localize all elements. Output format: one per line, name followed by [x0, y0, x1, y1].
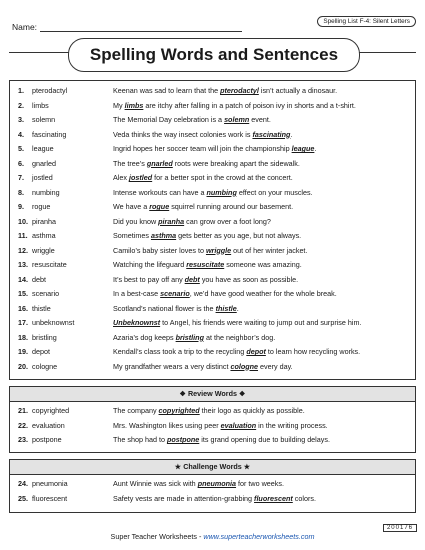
example-sentence [113, 187, 313, 199]
sentence-keyword: evaluation [220, 420, 257, 430]
sentence-end: you have as soon as possible. [199, 274, 299, 284]
main-words-box [9, 80, 416, 380]
spelling-word: fascinating [32, 129, 67, 139]
spelling-word: thistle [32, 303, 51, 313]
word-number: 2. [18, 100, 24, 110]
sentence-keyword: limbs [124, 100, 144, 110]
sentence-start: The Memorial Day celebration is a [113, 115, 225, 124]
sentence-keyword: pneumonia [197, 479, 237, 488]
sentence-keyword: asthma [150, 231, 177, 240]
word-row [10, 230, 415, 242]
word-row [10, 143, 415, 155]
spelling-word: depot [32, 347, 50, 356]
spelling-word: copyrighted [32, 406, 70, 415]
word-number: 16. [18, 303, 28, 313]
sentence-keyword: fascinating [252, 129, 291, 139]
sentence-keyword: thistle [215, 303, 237, 313]
word-row [10, 245, 415, 257]
example-sentence [113, 230, 301, 242]
word-number: 7. [18, 173, 24, 182]
sentence-keyword: debt [184, 274, 200, 284]
sentence-start: Sometimes [113, 231, 151, 240]
example-sentence [113, 493, 316, 505]
word-number: 21. [18, 406, 28, 415]
sentence-start: My [113, 100, 125, 110]
word-row [10, 317, 415, 329]
sentence-end: to Angel, his friends were waiting to jump out and surprise him. [160, 318, 362, 327]
spelling-word: resuscitate [32, 260, 67, 269]
word-row [10, 405, 415, 417]
spelling-word: evaluation [32, 420, 65, 430]
word-number: 20. [18, 361, 28, 371]
example-sentence [113, 274, 298, 286]
word-number: 5. [18, 144, 24, 153]
example-sentence [113, 346, 360, 358]
sentence-keyword: solemn [224, 115, 250, 124]
example-sentence [113, 129, 292, 141]
sentence-start: Aunt Winnie was sick with [113, 479, 198, 488]
sentence-end: in the writing process. [256, 420, 328, 430]
word-number: 17. [18, 318, 28, 327]
sentence-end: gets better as you age, but not always. [176, 231, 302, 240]
word-row [10, 274, 415, 286]
sentence-start: Ingrid hopes her soccer team will join the championship [113, 144, 292, 153]
word-row [10, 259, 415, 271]
page-title: Spelling Words and Sentences [68, 38, 360, 72]
spelling-word: bristling [32, 332, 57, 342]
word-row [10, 420, 415, 432]
word-row [10, 493, 415, 505]
sentence-start: Azaria’s dog keeps [113, 332, 176, 342]
sentence-start: Veda thinks the way insect colonies work is [113, 129, 253, 139]
sentence-start: Kendall’s class took a trip to the recycling [113, 347, 247, 356]
spelling-word: postpone [32, 435, 62, 444]
example-sentence [113, 100, 356, 112]
sentence-end: someone was amazing. [224, 260, 302, 269]
word-number: 25. [18, 494, 28, 503]
spelling-word: solemn [32, 115, 56, 124]
sentence-end: event. [249, 115, 271, 124]
sentence-start: The shop had to [113, 435, 167, 444]
sentence-start: My grandfather wears a very distinct [113, 361, 231, 371]
word-row [10, 114, 415, 126]
word-number: 9. [18, 202, 24, 211]
sentence-end: colors. [292, 494, 316, 503]
sentence-end: its grand opening due to building delays. [199, 435, 330, 444]
spelling-word: asthma [32, 231, 56, 240]
word-row [10, 478, 415, 490]
sentence-keyword: copyrighted [158, 406, 200, 415]
example-sentence [113, 420, 328, 432]
word-row [10, 216, 415, 228]
word-number: 11. [18, 231, 28, 240]
sentence-keyword: bristling [175, 332, 204, 342]
sentence-end: . [236, 303, 239, 313]
example-sentence [113, 114, 271, 126]
word-row [10, 288, 415, 300]
spelling-word: unbeknownst [32, 318, 75, 327]
spelling-word: numbing [32, 187, 60, 197]
review-words-box [9, 386, 416, 453]
sentence-keyword: resuscitate [186, 260, 225, 269]
word-row [10, 172, 415, 184]
spelling-word: debt [32, 274, 46, 284]
word-number: 4. [18, 129, 24, 139]
example-sentence [113, 216, 271, 228]
name-label: Name: [12, 22, 38, 32]
sentence-keyword: pterodactyl [220, 86, 259, 95]
sentence-start: Mrs. Washington likes using peer [113, 420, 221, 430]
sentence-keyword: jostled [128, 173, 153, 182]
sentence-start: Safety vests are made in attention-grabbing [113, 494, 255, 503]
example-sentence [113, 245, 307, 257]
sentence-start: Camilo’s baby sister loves to [113, 245, 206, 255]
word-number: 3. [18, 115, 24, 124]
word-number: 23. [18, 435, 28, 444]
sentence-keyword: league [291, 144, 315, 153]
sentence-end: to learn how recycling works. [265, 347, 361, 356]
word-number: 1. [18, 86, 24, 95]
sentence-keyword: numbing [206, 187, 237, 197]
word-number: 14. [18, 274, 28, 284]
footer-text: Super Teacher Worksheets - [110, 532, 204, 541]
sentence-keyword: scenario [160, 289, 190, 298]
sentence-keyword: rogue [149, 202, 170, 211]
spelling-word: piranha [32, 216, 56, 226]
spelling-word: wriggle [32, 245, 55, 255]
sentence-keyword: piranha [158, 216, 185, 226]
spelling-word: jostled [32, 173, 53, 182]
sentence-keyword: Unbeknownst [113, 318, 161, 327]
word-number: 6. [18, 158, 24, 168]
word-number: 13. [18, 260, 28, 269]
sentence-end: effect on your muscles. [236, 187, 313, 197]
spelling-word: league [32, 144, 54, 153]
sentence-end: are itchy after falling in a patch of poison ivy in shorts and a t-shirt. [143, 100, 356, 110]
word-row [10, 332, 415, 344]
example-sentence [113, 405, 305, 417]
sentence-start: We have a [113, 202, 150, 211]
word-row [10, 85, 415, 97]
sentence-keyword: cologne [230, 361, 259, 371]
example-sentence [113, 201, 293, 213]
word-row [10, 346, 415, 358]
sentence-end: every day. [258, 361, 293, 371]
sentence-end: . [314, 144, 317, 153]
sentence-end: squirrel running around our basement. [169, 202, 294, 211]
sentence-keyword: depot [246, 347, 266, 356]
word-number: 19. [18, 347, 28, 356]
word-number: 12. [18, 245, 28, 255]
sentence-start: Scotland’s national flower is the [113, 303, 216, 313]
example-sentence [113, 478, 284, 490]
worksheet-code: 200176 [383, 524, 417, 532]
word-number: 24. [18, 479, 28, 488]
word-row [10, 100, 415, 112]
sentence-start: It’s best to pay off any [113, 274, 185, 284]
spelling-word: gnarled [32, 158, 56, 168]
sentence-start: Did you know [113, 216, 159, 226]
spelling-word: fluorescent [32, 494, 68, 503]
sentence-start: In a best-case [113, 289, 161, 298]
spelling-word: scenario [32, 289, 60, 298]
spelling-word: limbs [32, 100, 49, 110]
sentence-end: roots were breaking apart the sidewalk. [172, 158, 300, 168]
example-sentence [113, 317, 361, 329]
sentence-end: at the neighbor’s dog. [203, 332, 276, 342]
word-row [10, 361, 415, 373]
sentence-end: can grow over a foot long? [184, 216, 271, 226]
sentence-keyword: wriggle [205, 245, 232, 255]
sentence-end: their logo as quickly as possible. [199, 406, 305, 415]
word-row [10, 434, 415, 446]
word-number: 15. [18, 289, 28, 298]
sentence-start: Keenan was sad to learn that the [113, 86, 221, 95]
example-sentence [113, 143, 316, 155]
word-row [10, 187, 415, 199]
footer [0, 532, 425, 541]
word-row [10, 158, 415, 170]
challenge-words-heading: ★ Challenge Words ★ [10, 460, 415, 475]
example-sentence [113, 158, 300, 170]
spelling-word: rogue [32, 202, 51, 211]
word-number: 22. [18, 420, 28, 430]
spelling-list-badge: Spelling List F-4: Silent Letters [317, 16, 416, 27]
sentence-start: Watching the lifeguard [113, 260, 187, 269]
spelling-word: cologne [32, 361, 58, 371]
word-row [10, 129, 415, 141]
review-words-heading: ❖ Review Words ❖ [10, 387, 415, 402]
word-number: 18. [18, 332, 28, 342]
sentence-keyword: fluorescent [254, 494, 293, 503]
sentence-end: isn’t actually a dinosaur. [258, 86, 338, 95]
example-sentence [113, 434, 330, 446]
word-number: 10. [18, 216, 28, 226]
sentence-start: The tree’s [113, 158, 147, 168]
word-number: 8. [18, 187, 24, 197]
example-sentence [113, 332, 275, 344]
sentence-end: for a better spot in the crowd at the concert. [152, 173, 293, 182]
sentence-keyword: postpone [166, 435, 200, 444]
sentence-start: Intense workouts can have a [113, 187, 207, 197]
sentence-keyword: gnarled [146, 158, 173, 168]
spelling-word: pterodactyl [32, 86, 68, 95]
challenge-words-box [9, 459, 416, 513]
spelling-word: pneumonia [32, 479, 68, 488]
example-sentence [113, 303, 239, 315]
example-sentence [113, 172, 293, 184]
sentence-start: The company [113, 406, 159, 415]
word-row [10, 303, 415, 315]
sentence-end: , we’d have good weather for the whole break. [189, 289, 337, 298]
example-sentence [113, 361, 293, 373]
footer-url[interactable]: www.superteacherworksheets.com [203, 532, 315, 541]
sentence-start: Alex [113, 173, 129, 182]
example-sentence [113, 259, 302, 271]
word-row [10, 201, 415, 213]
example-sentence [113, 85, 337, 97]
name-line[interactable] [40, 31, 242, 32]
example-sentence [113, 288, 337, 300]
sentence-end: for two weeks. [236, 479, 284, 488]
sentence-end: . [290, 129, 293, 139]
sentence-end: out of her winter jacket. [231, 245, 308, 255]
